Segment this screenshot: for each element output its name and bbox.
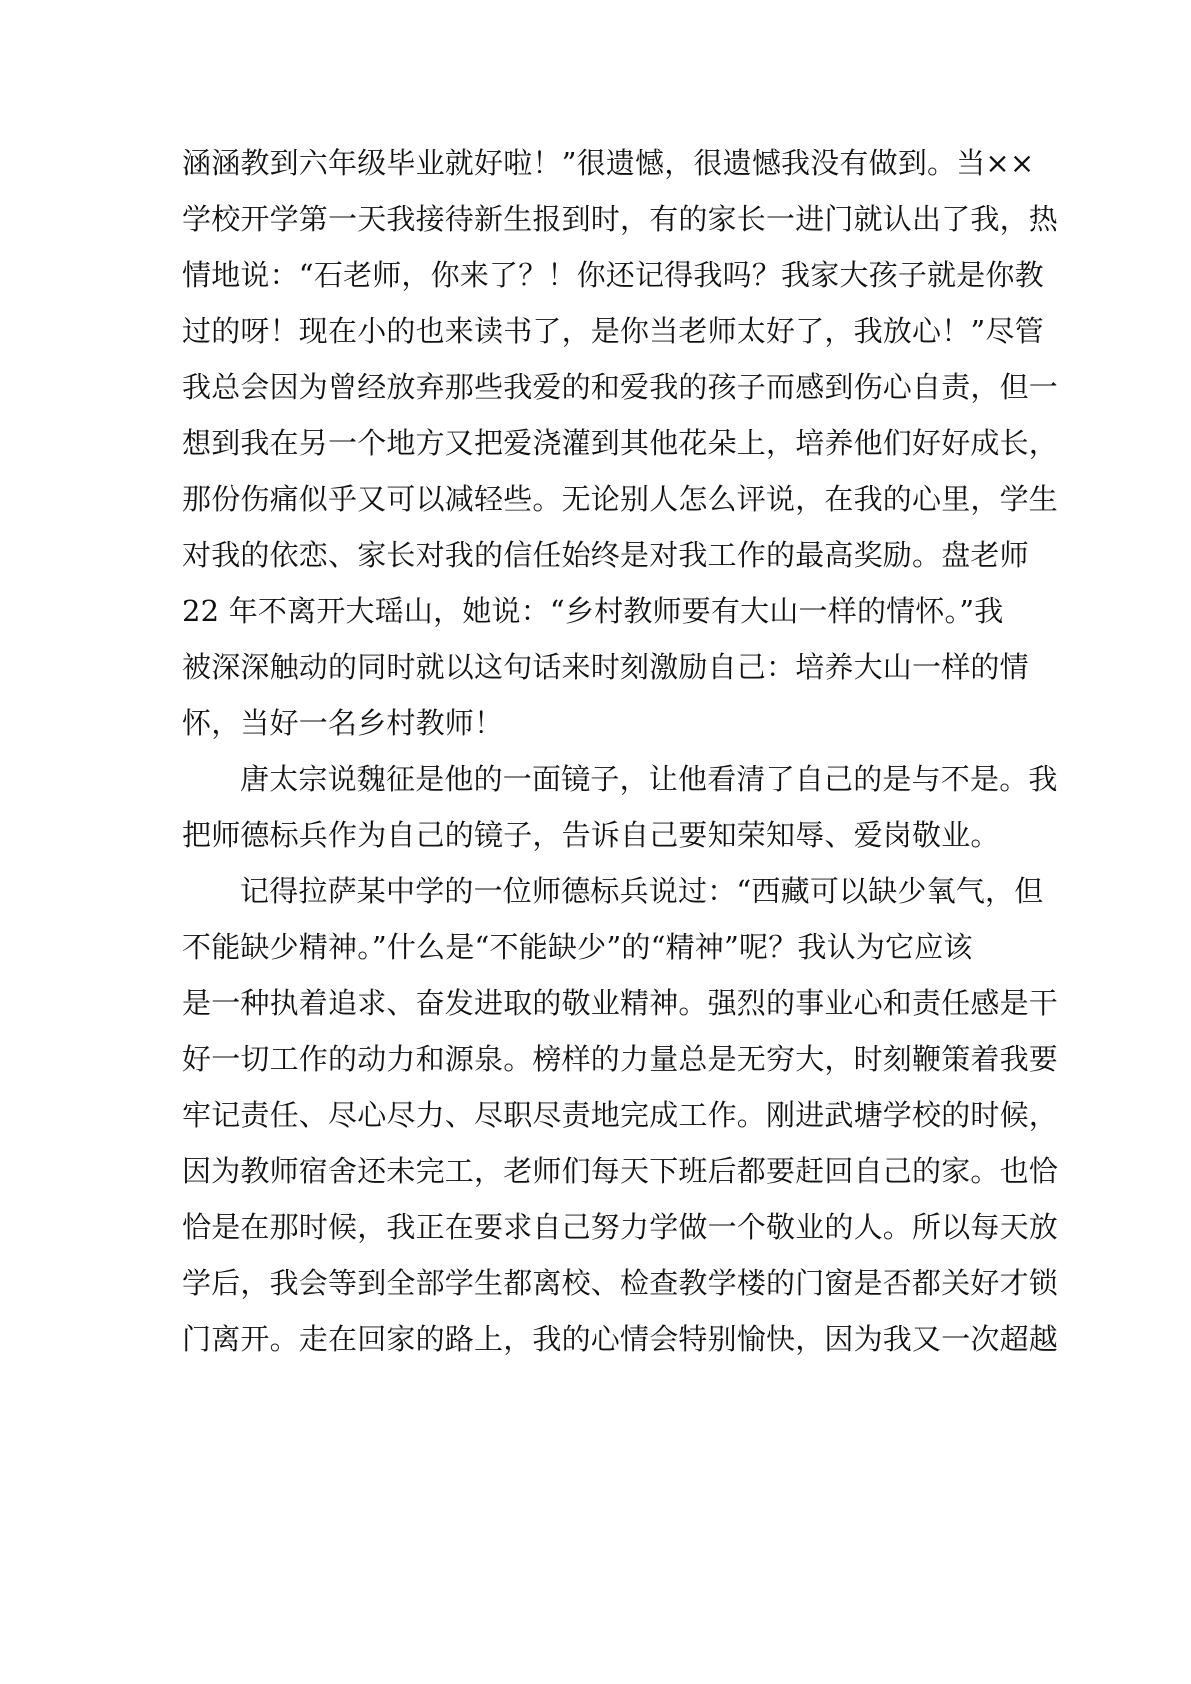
text-line: 不能缺少精神。”什么是“不能缺少”的“精神”呢？我认为它应该: [182, 930, 973, 964]
text-line: 被深深触动的同时就以这句话来时刻激励自己：培养大山一样的情: [182, 650, 1029, 684]
text-line: 那份伤痛似乎又可以减轻些。无论别人怎么评说，在我的心里，学生: [182, 482, 1059, 516]
text-line: 涵涵教到六年级毕业就好啦！”很遗憾，很遗憾我没有做到。当××: [182, 146, 1035, 180]
text-line: 恰是在那时候，我正在要求自己努力学做一个敬业的人。所以每天放: [182, 1210, 1059, 1244]
text-line: 是一种执着追求、奋发进取的敬业精神。强烈的事业心和责任感是干: [182, 986, 1059, 1020]
text-line: 22 年不离开大瑶山，她说：“乡村教师要有大山一样的情怀。”我: [182, 594, 1004, 628]
paragraph-first-line: 记得拉萨某中学的一位师德标兵说过：“西藏可以缺少氧气，但: [240, 874, 1044, 908]
text-line: 怀，当好一名乡村教师！: [182, 706, 504, 740]
text-line: 学后，我会等到全部学生都离校、检查教学楼的门窗是否都关好才锁: [182, 1266, 1059, 1300]
text-line: 门离开。走在回家的路上，我的心情会特别愉快，因为我又一次超越: [182, 1322, 1059, 1356]
text-line: 情地说：“石老师，你来了？！你还记得我吗？我家大孩子就是你教: [182, 258, 1044, 292]
text-line: 牢记责任、尽心尽力、尽职尽责地完成工作。刚进武塘学校的时候，: [182, 1098, 1059, 1132]
text-line: 把师德标兵作为自己的镜子，告诉自己要知荣知辱、爱岗敬业。: [182, 818, 1000, 852]
text-line: 学校开学第一天我接待新生报到时，有的家长一进门就认出了我，热: [182, 202, 1059, 236]
text-line: 我总会因为曾经放弃那些我爱的和爱我的孩子而感到伤心自责，但一: [182, 370, 1059, 404]
text-line: 好一切工作的动力和源泉。榜样的力量总是无穷大，时刻鞭策着我要: [182, 1042, 1059, 1076]
paragraph-first-line: 唐太宗说魏征是他的一面镜子，让他看清了自己的是与不是。我: [240, 762, 1058, 796]
text-line: 因为教师宿舍还未完工，老师们每天下班后都要赶回自己的家。也恰: [182, 1154, 1059, 1188]
text-line: 过的呀！现在小的也来读书了，是你当老师太好了，我放心！”尽管: [182, 314, 1044, 348]
text-line: 想到我在另一个地方又把爱浇灌到其他花朵上，培养他们好好成长，: [182, 426, 1059, 460]
text-line: 对我的依恋、家长对我的信任始终是对我工作的最高奖励。盘老师: [182, 538, 1029, 572]
